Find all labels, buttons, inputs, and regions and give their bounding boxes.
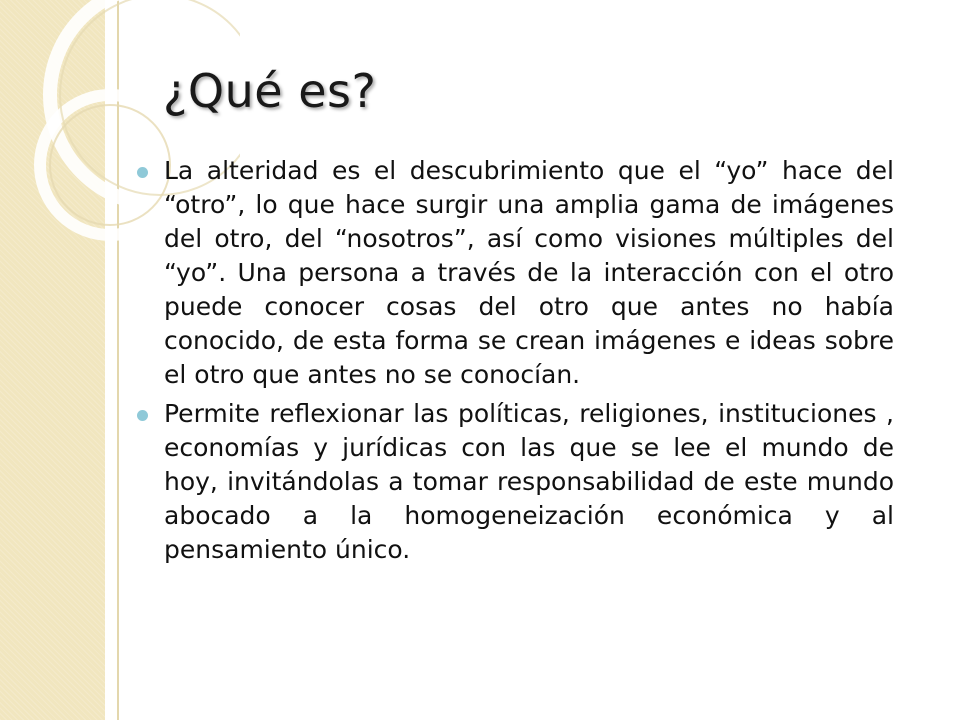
page-title: ¿Qué es? [163, 64, 377, 118]
list-item [134, 397, 894, 567]
bullet-dot-icon [137, 410, 148, 421]
list-item-text: Permite reflexionar las políticas, religiones, instituciones , economías y jurídicas con las que se lee el mundo de hoy, invitándolas a tomar responsabilidad de este mundo abocado a la homogeneización económica y al pensamiento único. [164, 399, 894, 564]
list-item [134, 154, 894, 392]
bullet-list [134, 154, 894, 572]
list-item-text: La alteridad es el descubrimiento que el “yo” hace del “otro”, lo que hace surgir una amplia gama de imágenes del otro, del “nosotros”, así como visiones múltiples del “yo”. Una persona a través de la interacción con el otro puede conocer cosas del otro que antes no había conocido, de esta forma se crean imágenes e ideas sobre el otro que antes no se conocían. [164, 156, 894, 389]
bullet-dot-icon [137, 167, 148, 178]
